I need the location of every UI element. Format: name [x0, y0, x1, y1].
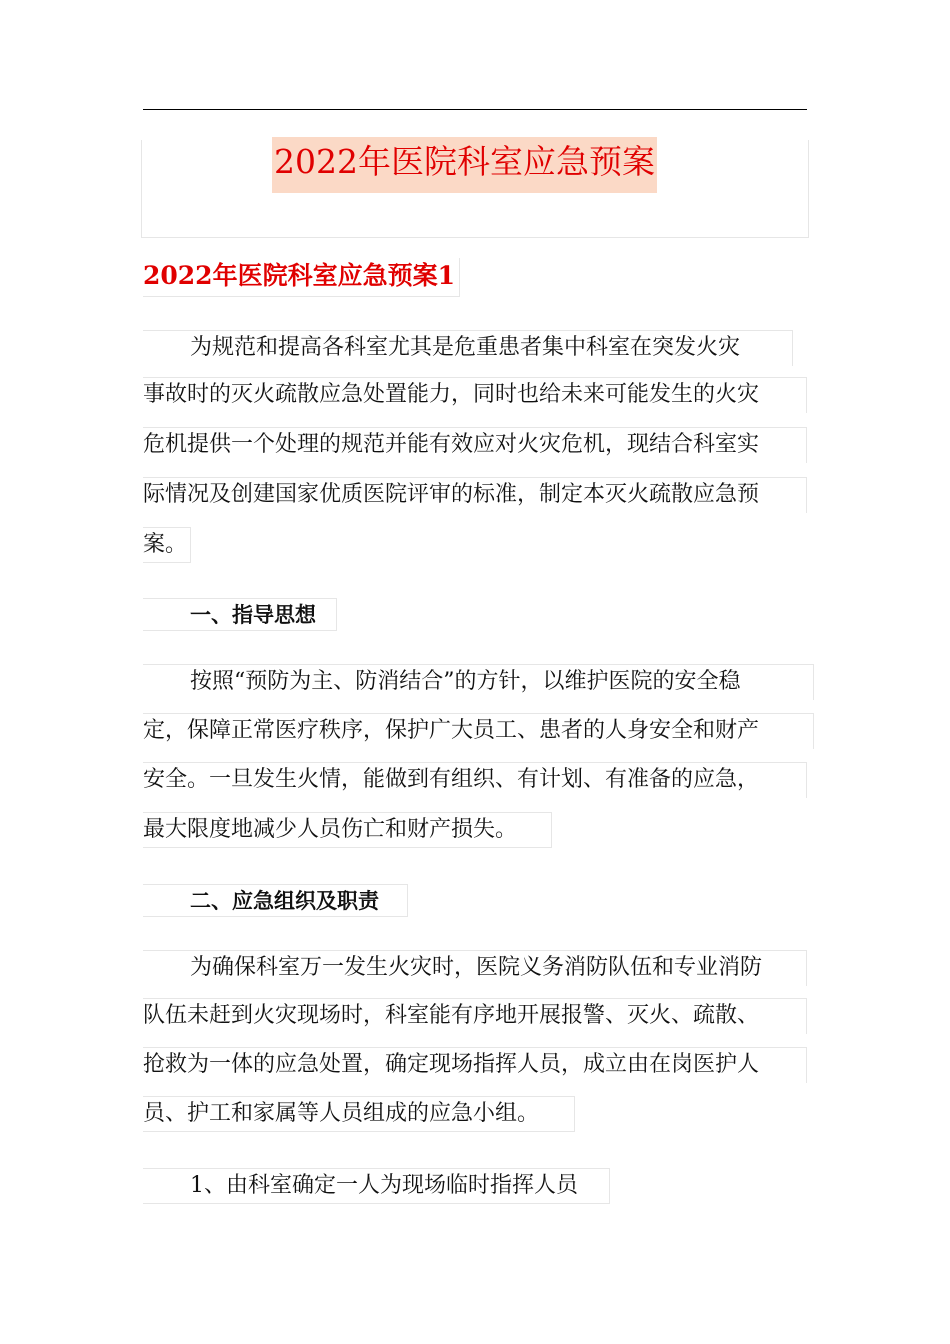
paragraph-line: 案。	[143, 527, 191, 563]
heading-guidance: 一、指导思想	[143, 598, 337, 631]
paragraph-line: 安全。一旦发生火情，能做到有组织、有计划、有准备的应急，	[143, 762, 807, 798]
paragraph-line: 1、由科室确定一人为现场临时指挥人员	[143, 1168, 610, 1204]
paragraph-line: 为确保科室万一发生火灾时，医院义务消防队伍和专业消防	[143, 950, 807, 986]
paragraph-line: 事故时的灭火疏散应急处置能力，同时也给未来可能发生的火灾	[143, 377, 807, 413]
top-rule	[143, 109, 807, 110]
paragraph-line: 际情况及创建国家优质医院评审的标准，制定本灭火疏散应急预	[143, 477, 807, 513]
paragraph-line: 抢救为一体的应急处置，确定现场指挥人员，成立由在岗医护人	[143, 1047, 807, 1083]
paragraph-line: 队伍未赶到火灾现场时，科室能有序地开展报警、灭火、疏散、	[143, 998, 807, 1034]
heading-organization: 二、应急组织及职责	[143, 884, 408, 917]
document-title: 2022年医院科室应急预案	[272, 137, 657, 193]
paragraph-line: 危机提供一个处理的规范并能有效应对火灾危机，现结合科室实	[143, 427, 807, 463]
section-title: 2022年医院科室应急预案1	[143, 258, 460, 297]
paragraph-line: 定，保障正常医疗秩序，保护广大员工、患者的人身安全和财产	[143, 713, 814, 749]
paragraph-line: 员、护工和家属等人员组成的应急小组。	[143, 1096, 575, 1132]
paragraph-line: 最大限度地减少人员伤亡和财产损失。	[143, 812, 552, 848]
paragraph-line: 为规范和提高各科室尤其是危重患者集中科室在突发火灾	[143, 330, 793, 366]
paragraph-line: 按照“预防为主、防消结合”的方针，以维护医院的安全稳	[143, 664, 814, 700]
